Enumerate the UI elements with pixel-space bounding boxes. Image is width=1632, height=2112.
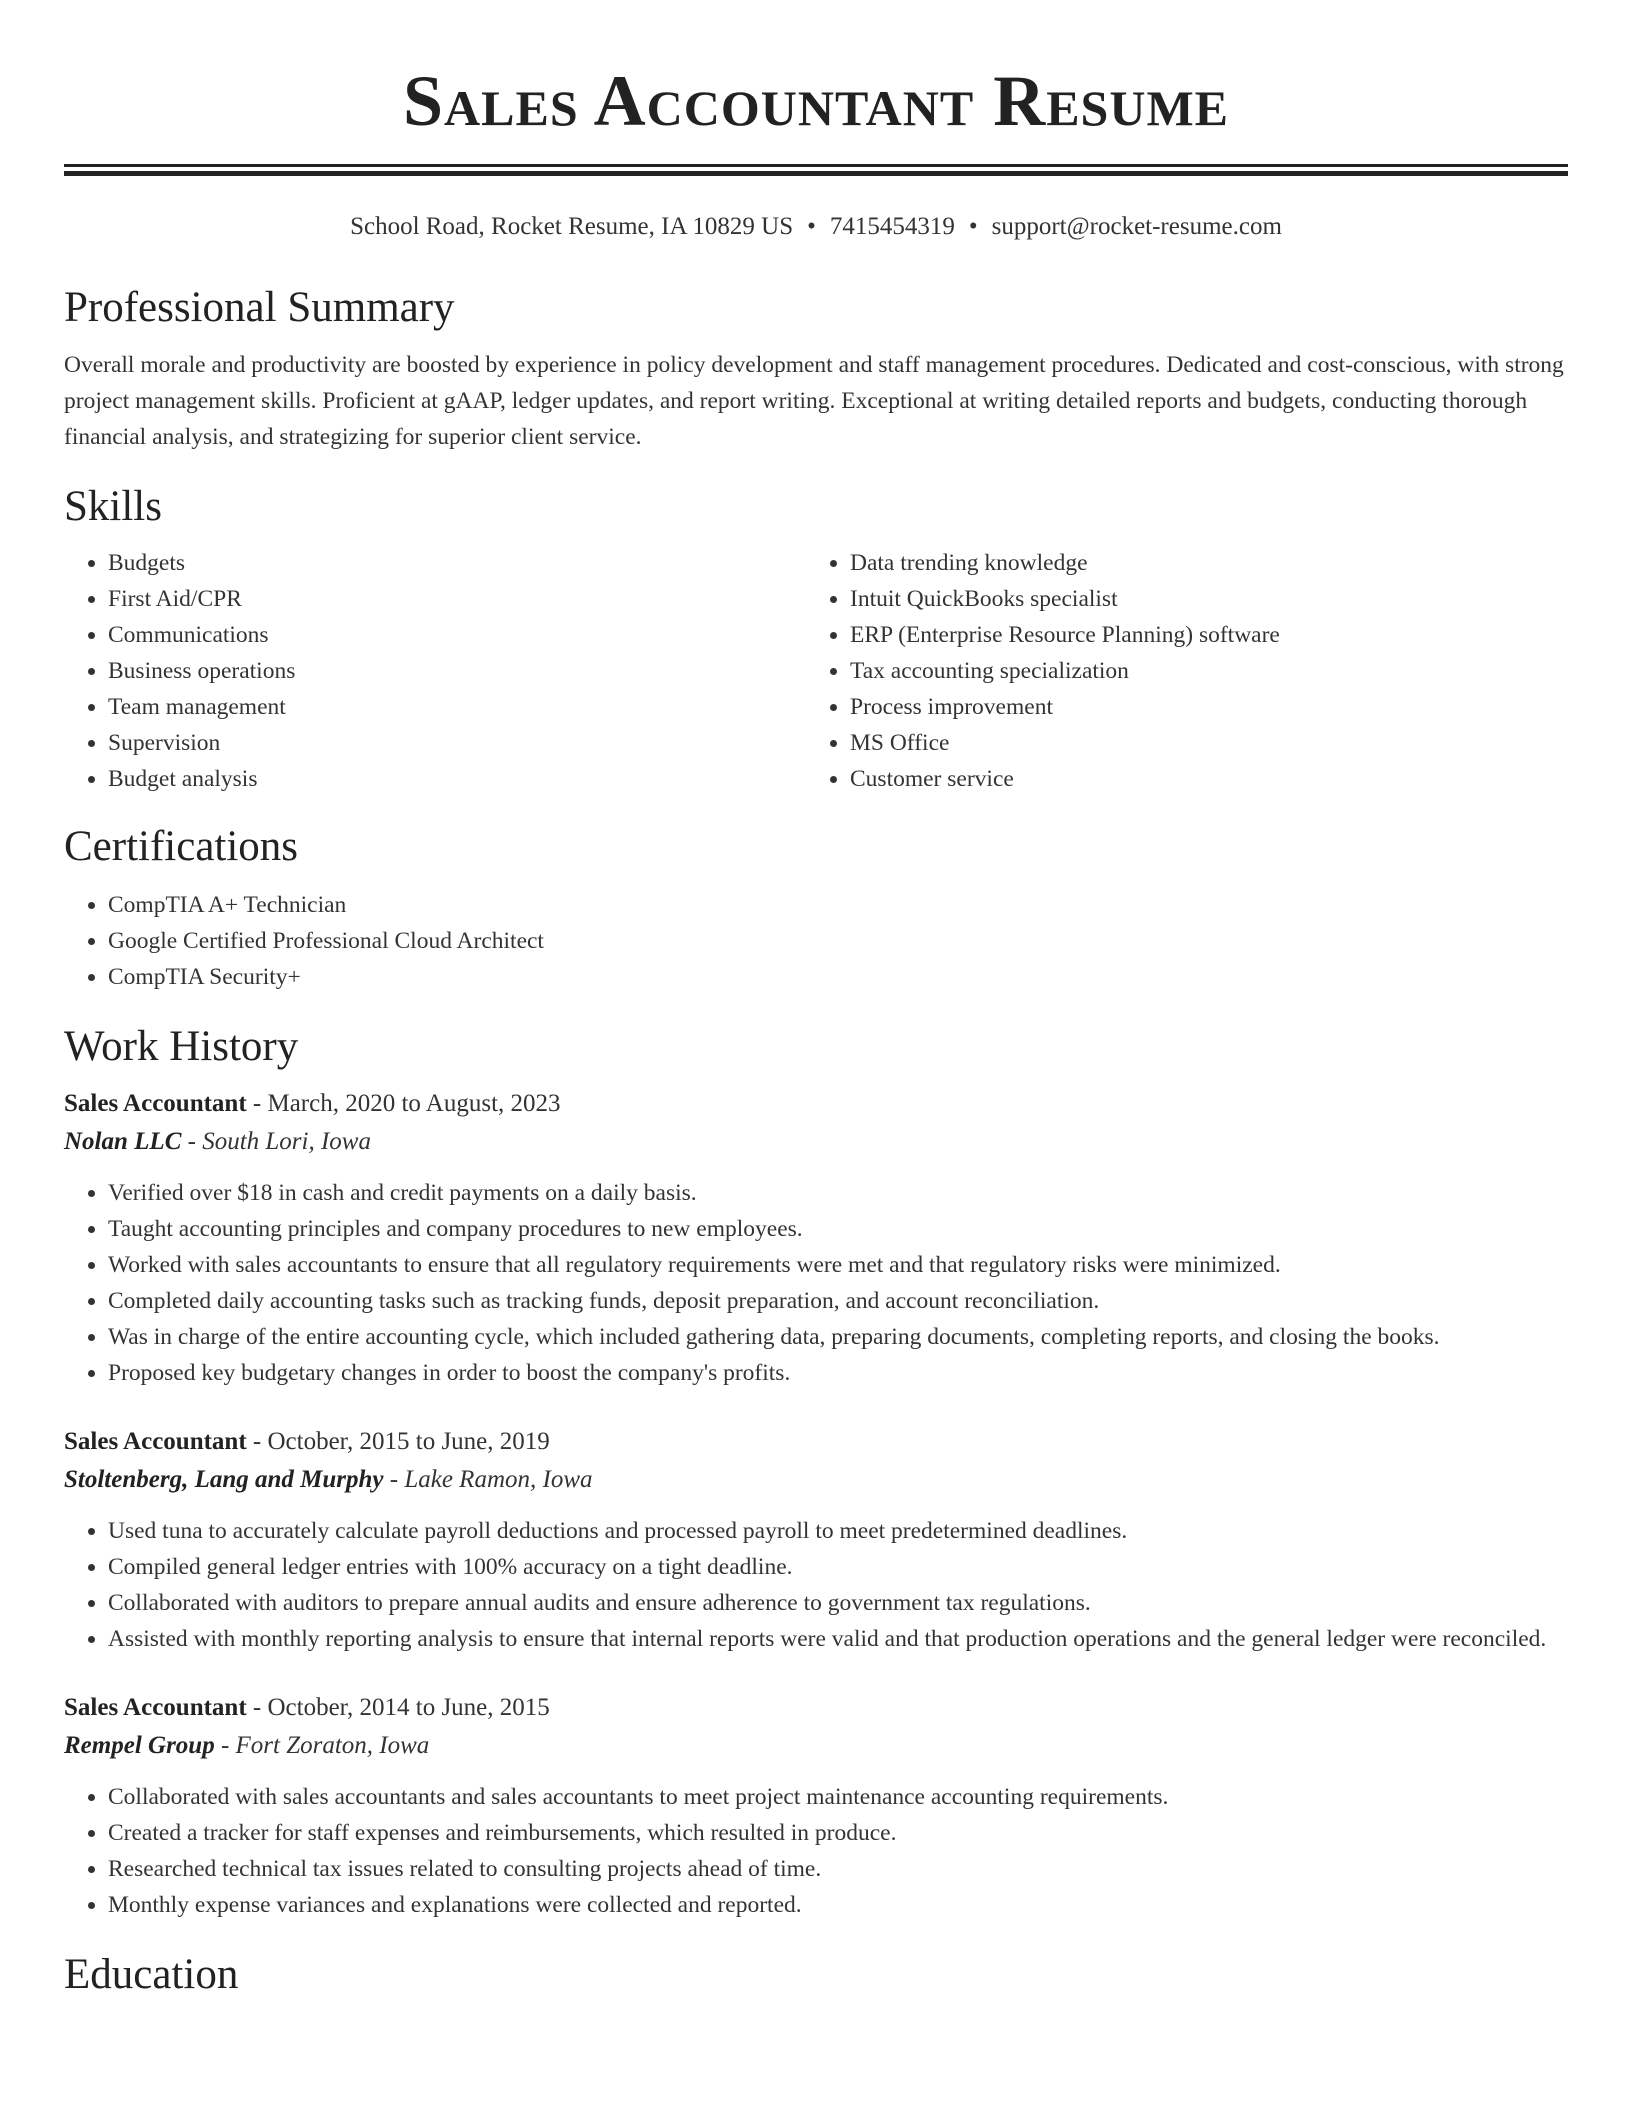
skill-item: • Supervision bbox=[108, 725, 806, 761]
skill-item: • Tax accounting specialization bbox=[850, 653, 1548, 689]
job-bullet: • Proposed key budgetary changes in order to boost the company's profits. bbox=[108, 1355, 1568, 1391]
skills-column-right bbox=[806, 545, 1548, 797]
skills-list-right bbox=[806, 545, 1548, 797]
job-bullet: • Assisted with monthly reporting analysis to ensure that internal reports were valid and that production operations and the general ledger were reconciled. bbox=[108, 1621, 1568, 1657]
job-bullet: • Verified over $18 in cash and credit payments on a daily basis. bbox=[108, 1175, 1568, 1211]
contact-line bbox=[64, 210, 1568, 244]
job-company: Rempel Group bbox=[64, 1732, 215, 1759]
job-company-line bbox=[64, 1727, 1568, 1765]
job-location: - Fort Zoraton, Iowa bbox=[214, 1732, 430, 1759]
job-role: Sales Accountant bbox=[64, 1090, 247, 1117]
certification-item: • Google Certified Professional Cloud Architect bbox=[108, 923, 1568, 959]
education-heading: Education bbox=[64, 1951, 239, 1998]
skill-item: • ERP (Enterprise Resource Planning) software bbox=[850, 617, 1548, 653]
skill-item: • Intuit QuickBooks specialist bbox=[850, 581, 1548, 617]
job-bullet: • Used tuna to accurately calculate payroll deductions and processed payroll to meet predetermined deadlines. bbox=[108, 1513, 1568, 1549]
job-company-line bbox=[64, 1123, 1568, 1161]
job-bullet: • Taught accounting principles and company procedures to new employees. bbox=[108, 1211, 1568, 1247]
skill-item: • Budgets bbox=[108, 545, 806, 581]
contact-separator: • bbox=[807, 213, 816, 240]
skills-columns bbox=[64, 545, 1568, 797]
job-bullet: • Was in charge of the entire accounting cycle, which included gathering data, preparing documents, completing reports, and closing the books. bbox=[108, 1319, 1568, 1355]
job-entry bbox=[64, 1085, 1568, 1391]
skill-item: • Communications bbox=[108, 617, 806, 653]
job-bullet: • Monthly expense variances and explanations were collected and reported. bbox=[108, 1887, 1568, 1923]
job-company-line bbox=[64, 1461, 1568, 1499]
skill-item: • MS Office bbox=[850, 725, 1548, 761]
certifications-list bbox=[64, 887, 1568, 995]
job-bullet: • Collaborated with sales accountants and sales accountants to meet project maintenance accounting requirements. bbox=[108, 1779, 1568, 1815]
job-title-line bbox=[64, 1085, 1568, 1123]
job-company: Stoltenberg, Lang and Murphy bbox=[64, 1466, 384, 1493]
skill-item: • Customer service bbox=[850, 761, 1548, 797]
job-bullets bbox=[64, 1513, 1568, 1657]
certification-item: • CompTIA Security+ bbox=[108, 959, 1568, 995]
certifications-heading: Certifications bbox=[64, 823, 299, 870]
resume-title: Sales Accountant Resume bbox=[402, 61, 1229, 141]
job-bullet: • Worked with sales accountants to ensure that all regulatory requirements were met and that regulatory risks were minimized. bbox=[108, 1247, 1568, 1283]
skill-item: • Budget analysis bbox=[108, 761, 806, 797]
work-history-section bbox=[64, 1021, 1568, 1923]
skills-heading: Skills bbox=[64, 483, 162, 530]
job-bullet: • Compiled general ledger entries with 100% accuracy on a tight deadline. bbox=[108, 1549, 1568, 1585]
work-history-heading: Work History bbox=[64, 1023, 299, 1070]
job-bullets bbox=[64, 1175, 1568, 1391]
skills-section bbox=[64, 481, 1568, 797]
certification-item: • CompTIA A+ Technician bbox=[108, 887, 1568, 923]
contact-address: School Road, Rocket Resume, IA 10829 US bbox=[350, 213, 794, 240]
job-dates: - October, 2014 to June, 2015 bbox=[246, 1694, 550, 1721]
job-dates: - March, 2020 to August, 2023 bbox=[246, 1090, 561, 1117]
resume-page bbox=[64, 0, 1568, 2001]
skill-item: • Team management bbox=[108, 689, 806, 725]
certifications-section bbox=[64, 821, 1568, 995]
job-title-line bbox=[64, 1689, 1568, 1727]
skills-list-left bbox=[64, 545, 806, 797]
title-double-rule bbox=[64, 164, 1568, 176]
education-section bbox=[64, 1949, 1568, 2001]
job-dates: - October, 2015 to June, 2019 bbox=[246, 1428, 550, 1455]
skill-item: • Data trending knowledge bbox=[850, 545, 1548, 581]
contact-email: support@rocket-resume.com bbox=[991, 213, 1282, 240]
job-bullets bbox=[64, 1779, 1568, 1923]
summary-section bbox=[64, 282, 1568, 455]
job-bullet: • Collaborated with auditors to prepare annual audits and ensure adherence to government tax regulations. bbox=[108, 1585, 1568, 1621]
job-role: Sales Accountant bbox=[64, 1428, 247, 1455]
job-entry bbox=[64, 1689, 1568, 1923]
skills-column-left bbox=[64, 545, 806, 797]
job-bullet: • Researched technical tax issues related to consulting projects ahead of time. bbox=[108, 1851, 1568, 1887]
skill-item: • First Aid/CPR bbox=[108, 581, 806, 617]
job-location: - Lake Ramon, Iowa bbox=[383, 1466, 593, 1493]
job-role: Sales Accountant bbox=[64, 1694, 247, 1721]
job-title-line bbox=[64, 1423, 1568, 1461]
job-company: Nolan LLC bbox=[64, 1128, 182, 1155]
summary-text: Overall morale and productivity are boosted by experience in policy development and staff management procedures. Dedicated and cost-conscious, with strong project management skills. Proficient at gAAP, ledger updates, and report writing. Exceptional at writing detailed reports and budgets, conducting thorough financial analysis, and strategizing for superior client service. bbox=[64, 352, 1564, 450]
skill-item: • Business operations bbox=[108, 653, 806, 689]
job-bullet: • Created a tracker for staff expenses and reimbursements, which resulted in produce. bbox=[108, 1815, 1568, 1851]
job-bullet: • Completed daily accounting tasks such as tracking funds, deposit preparation, and account reconciliation. bbox=[108, 1283, 1568, 1319]
summary-heading: Professional Summary bbox=[64, 284, 455, 331]
job-entry bbox=[64, 1423, 1568, 1657]
job-location: - South Lori, Iowa bbox=[181, 1128, 371, 1155]
skill-item: • Process improvement bbox=[850, 689, 1548, 725]
contact-phone: 7415454319 bbox=[829, 213, 955, 240]
contact-separator: • bbox=[968, 213, 978, 240]
